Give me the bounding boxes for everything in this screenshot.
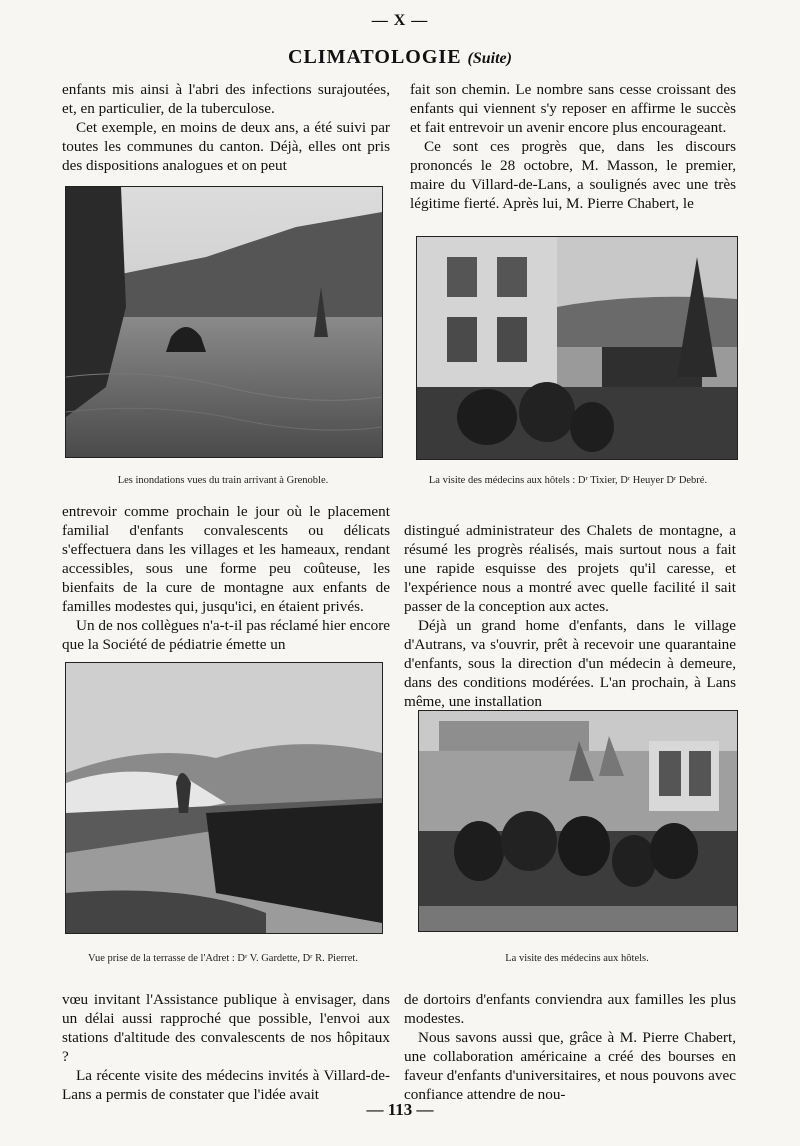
hotels-visit-photo-2: [418, 710, 738, 932]
page-title: [0, 46, 800, 69]
right-middle-text: [404, 521, 736, 711]
right-bottom-text: [404, 990, 736, 1104]
paragraph: La récente visite des médecins invités à Villard-de-Lans a permis de constater que l'idée avait: [62, 1067, 390, 1103]
right-top-text: [410, 80, 736, 213]
paragraph: Déjà un grand home d'enfants, dans le village d'Autrans, va s'ouvrir, prêt à recevoir une quarantaine d'enfants, sous la direction d'un médecin à demeure, dans des conditions modérées. L'an prochain, à Lans même, une installation: [404, 617, 736, 710]
title-suffix: (Suite): [467, 50, 512, 67]
page-roman-numeral: — X —: [371, 12, 429, 29]
paragraph: Cet exemple, en moins de deux ans, a été suivi par toutes les communes du canton. Déjà, elles ont pris des dispositions analogues et on peut: [62, 119, 390, 174]
hotels-visit-caption-2: La visite des médecins aux hôtels.: [505, 953, 649, 964]
flood-photo: [65, 186, 383, 458]
title-text: CLIMATOLOGIE: [288, 46, 462, 68]
paragraph: distingué administrateur des Chalets de montagne, a résumé les progrès réalisés, mais surtout nous a fait une rapide esquisse des projets qu'il caresse, et l'expérience nous a montré avec quelle facilité il sait passer de la conception aux actes.: [404, 522, 736, 615]
left-top-text: [62, 80, 390, 175]
flood-caption: Les inondations vues du train arrivant à Grenoble.: [117, 475, 329, 486]
left-middle-text: [62, 502, 390, 654]
terrace-caption: Vue prise de la terrasse de l'Adret : Dʳ V. Gardette, Dʳ R. Pierret.: [88, 953, 358, 964]
page-number: — 113 —: [366, 1100, 434, 1119]
paragraph: entrevoir comme prochain le jour où le placement familial d'enfants convalescents ou délicats s'effectuera dans les villages et les hameaux, rendant accessibles, sous une forme peu coûteuse, les bienfaits de la cure de montagne aux enfants de familles modestes qui, jusqu'ici, en étaient privés.: [62, 503, 390, 615]
hotels-visit-caption: La visite des médecins aux hôtels : Dʳ Tixier, Dʳ Heuyer Dʳ Debré.: [428, 475, 708, 486]
left-bottom-text: [62, 990, 390, 1104]
paragraph: Nous savons aussi que, grâce à M. Pierre Chabert, une collaboration américaine a créé des bourses en faveur d'enfants d'universitaires, et nous pouvons avec confiance attendre de nou-: [404, 1029, 736, 1103]
paragraph: fait son chemin. Le nombre sans cesse croissant des enfants qui viennent s'y reposer en affirme le succès et fait entrevoir un avenir encore plus encourageant.: [410, 81, 736, 136]
paragraph: enfants mis ainsi à l'abri des infections surajoutées, et, en particulier, de la tuberculose.: [62, 81, 390, 117]
paragraph: de dortoirs d'enfants conviendra aux familles les plus modestes.: [404, 991, 736, 1027]
hotels-visit-photo: [416, 236, 738, 460]
paragraph: Ce sont ces progrès que, dans les discours prononcés le 28 octobre, M. Masson, le premier, maire du Villard-de-Lans, a soulignés avec une très légitime fierté. Après lui, M. Pierre Chabert, le: [410, 138, 736, 212]
terrace-photo: [65, 662, 383, 934]
paragraph: Un de nos collègues n'a-t-il pas réclamé hier encore que la Société de pédiatrie émette un: [62, 617, 390, 653]
paragraph: vœu invitant l'Assistance publique à envisager, dans un délai aussi rapproché que possible, l'envoi aux stations d'altitude des convalescents de nos hôpitaux ?: [62, 991, 390, 1065]
